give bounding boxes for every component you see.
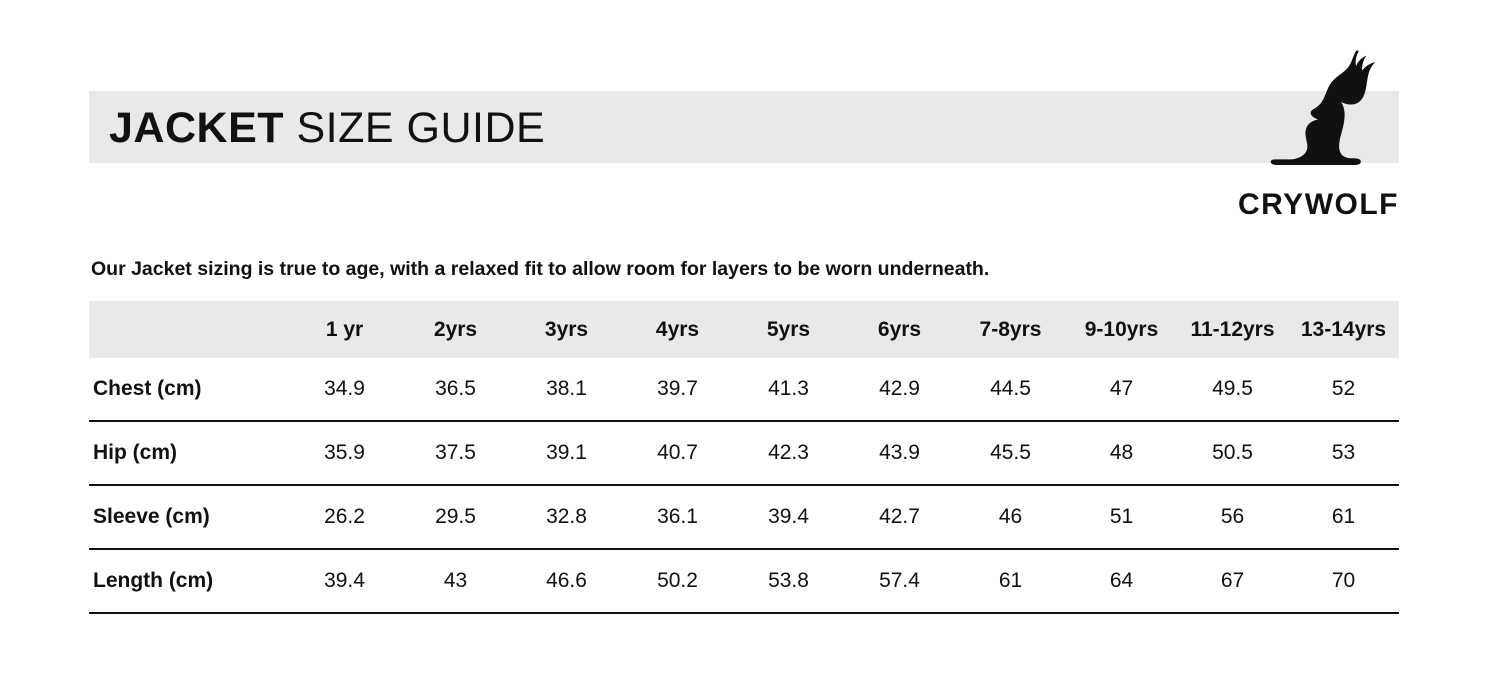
table-cell: 43.9	[844, 421, 955, 485]
page-title	[109, 102, 545, 154]
column-header: 6yrs	[877, 317, 922, 341]
table-cell: 50.5	[1177, 421, 1288, 485]
table-cell: 36.5	[400, 358, 511, 421]
column-header: 13-14yrs	[1300, 317, 1387, 341]
table-cell: 37.5	[400, 421, 511, 485]
table-cell: 51	[1066, 485, 1177, 549]
table-row	[89, 549, 1399, 613]
table-corner-cell	[89, 301, 289, 358]
table-row	[89, 358, 1399, 421]
table-cell: 61	[955, 549, 1066, 613]
table-row	[89, 485, 1399, 549]
size-table-wrapper	[89, 301, 1399, 614]
table-cell: 46	[955, 485, 1066, 549]
table-cell: 26.2	[289, 485, 400, 549]
table-cell: 56	[1177, 485, 1288, 549]
row-label: Length (cm)	[89, 549, 289, 613]
size-table	[89, 301, 1399, 614]
table-cell: 61	[1288, 485, 1399, 549]
intro-text: Our Jacket sizing is true to age, with a relaxed fit to allow room for layers to be worn underneath.	[91, 258, 990, 280]
table-cell: 39.1	[511, 421, 622, 485]
table-cell: 70	[1288, 549, 1399, 613]
column-header: 9-10yrs	[1084, 317, 1159, 341]
table-cell: 44.5	[955, 358, 1066, 421]
table-header	[89, 301, 1399, 358]
brand-logo	[1199, 48, 1399, 223]
table-cell: 39.7	[622, 358, 733, 421]
table-cell: 36.1	[622, 485, 733, 549]
column-header: 5yrs	[766, 317, 811, 341]
table-cell: 40.7	[622, 421, 733, 485]
table-cell: 46.6	[511, 549, 622, 613]
column-header: 3yrs	[544, 317, 589, 341]
table-cell: 32.8	[511, 485, 622, 549]
table-cell: 52	[1288, 358, 1399, 421]
table-cell: 39.4	[733, 485, 844, 549]
row-label: Chest (cm)	[89, 358, 289, 421]
table-cell: 57.4	[844, 549, 955, 613]
table-cell: 47	[1066, 358, 1177, 421]
table-cell: 42.9	[844, 358, 955, 421]
table-cell: 48	[1066, 421, 1177, 485]
row-label: Sleeve (cm)	[89, 485, 289, 549]
column-header: 1 yr	[325, 317, 364, 341]
table-cell: 67	[1177, 549, 1288, 613]
table-cell: 45.5	[955, 421, 1066, 485]
table-body	[89, 358, 1399, 613]
table-cell: 41.3	[733, 358, 844, 421]
table-cell: 49.5	[1177, 358, 1288, 421]
table-header-row	[89, 301, 1399, 358]
table-cell: 50.2	[622, 549, 733, 613]
table-cell: 35.9	[289, 421, 400, 485]
table-cell: 53.8	[733, 549, 844, 613]
page-title-light: SIZE GUIDE	[284, 104, 546, 152]
table-cell: 34.9	[289, 358, 400, 421]
table-cell: 43	[400, 549, 511, 613]
howling-wolf-icon	[1261, 48, 1381, 170]
table-cell: 38.1	[511, 358, 622, 421]
table-cell: 53	[1288, 421, 1399, 485]
table-cell: 64	[1066, 549, 1177, 613]
column-header: 7-8yrs	[979, 317, 1042, 341]
table-row	[89, 421, 1399, 485]
row-label: Hip (cm)	[89, 421, 289, 485]
column-header: 11-12yrs	[1190, 317, 1275, 341]
table-cell: 42.3	[733, 421, 844, 485]
table-cell: 42.7	[844, 485, 955, 549]
column-header: 2yrs	[433, 317, 478, 341]
table-cell: 29.5	[400, 485, 511, 549]
column-header: 4yrs	[655, 317, 700, 341]
brand-name: CRYWOLF	[1237, 188, 1399, 221]
page-title-strong: JACKET	[109, 104, 285, 152]
table-cell: 39.4	[289, 549, 400, 613]
